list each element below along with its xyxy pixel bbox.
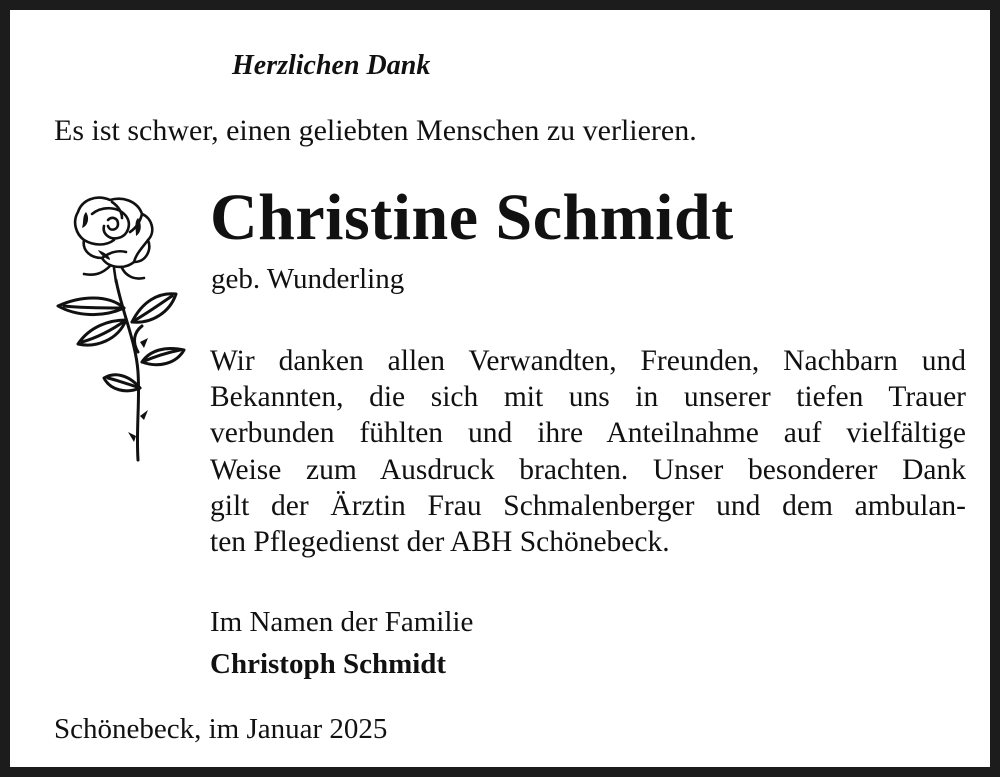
body-line: Weise zum Ausdruck brachten. Unser besonderer Dank bbox=[210, 453, 966, 486]
signoff: Im Namen der Familie bbox=[210, 606, 474, 638]
body-line: gilt der Ärztin Frau Schmalenberger und dem ambulan- bbox=[210, 489, 966, 522]
rose-icon bbox=[52, 192, 192, 464]
body-line: verbunden fühlten und ihre Anteilnahme auf vielfältige bbox=[210, 417, 966, 450]
headline: Herzlichen Dank bbox=[232, 50, 431, 81]
body-line: ten Pflegedienst der ABH Schönebeck. bbox=[210, 526, 670, 559]
thank-you-text bbox=[210, 343, 966, 560]
intro-line: Es ist schwer, einen geliebten Menschen zu verlieren. bbox=[54, 114, 697, 147]
deceased-name: Christine Schmidt bbox=[210, 181, 734, 254]
body-line: Wir danken allen Verwandten, Freunden, Nachbarn und bbox=[210, 345, 966, 377]
body-line: Bekannten, die sich mit uns in unserer tiefen Trauer bbox=[210, 381, 966, 414]
maiden-name: geb. Wunderling bbox=[211, 263, 405, 295]
place-date: Schönebeck, im Januar 2025 bbox=[54, 713, 388, 745]
signer-name: Christoph Schmidt bbox=[210, 648, 447, 680]
